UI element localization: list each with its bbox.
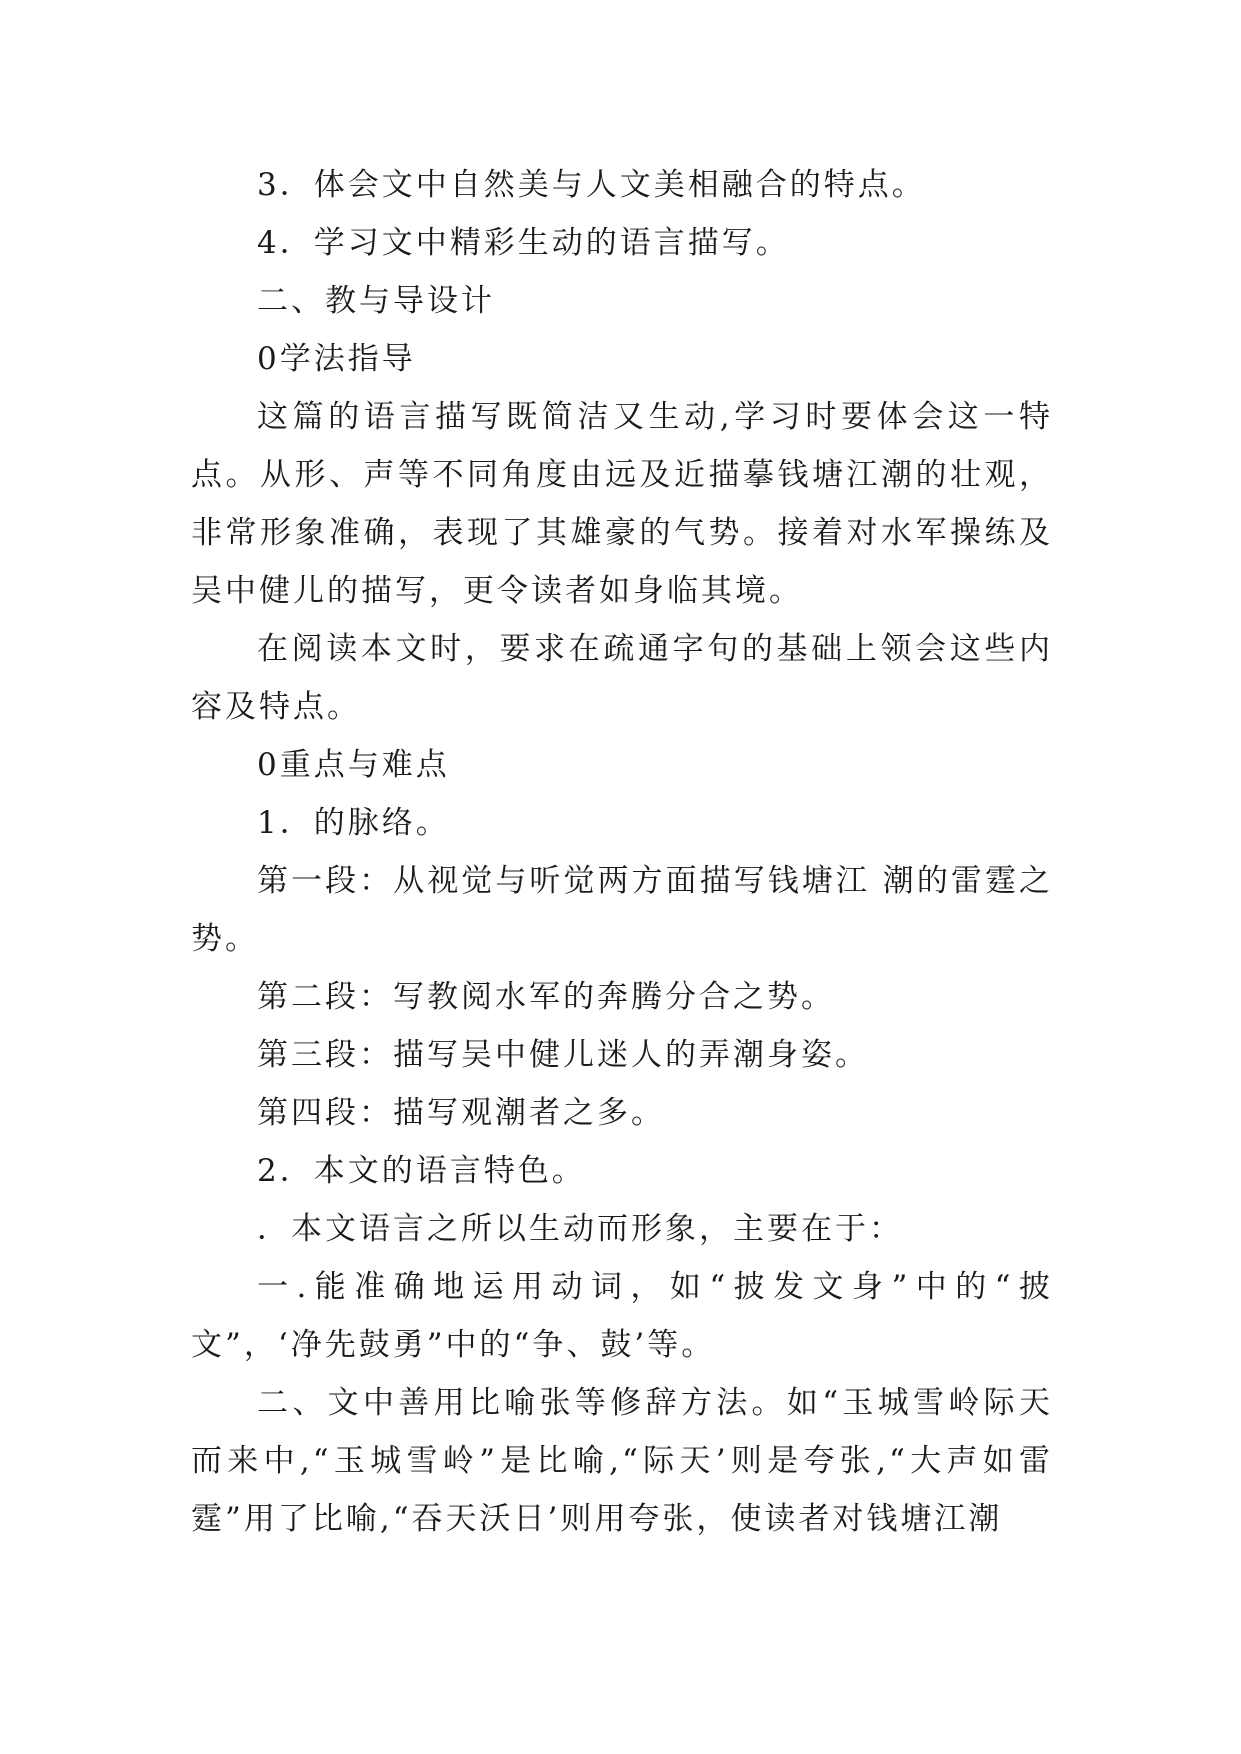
- paragraph-language-features: 2．本文的语言特色。: [257, 1153, 586, 1189]
- subheading-study-method: 0学法指导: [257, 341, 416, 377]
- section-heading-teaching-design: 二、教与导设计: [257, 283, 495, 319]
- paragraph-reading-requirement: 在阅读本文时，要求在疏通字句的基础上领会这些内容及特点。: [191, 631, 1053, 725]
- paragraph-objective-3: 3．体会文中自然美与人文美相融合的特点。: [257, 167, 926, 203]
- paragraph-section-4: 第四段：描写观潮者之多。: [257, 1095, 665, 1131]
- paragraph-language-description: 这篇的语言描写既简洁又生动,学习时要体会这一特点。从形、声等不同角度由远及近描摹钱塘江潮的壮观，非常形象准确，表现了其雄豪的气势。接着对水军操练及吴中健儿的描写，更令读者如身临其境。: [191, 399, 1053, 609]
- paragraph-section-3: 第三段：描写吴中健儿迷人的弄潮身姿。: [257, 1037, 869, 1073]
- paragraph-structure: 1．的脉络。: [257, 805, 450, 841]
- paragraph-rhetoric: 二、文中善用比喻张等修辞方法。如“玉城雪岭际天而来中,“玉城雪岭”是比喻,“际天’则是夸张,“大声如雷霆”用了比喻,“吞天沃日’则用夸张，使读者对钱塘江潮: [191, 1385, 1053, 1537]
- subheading-key-points: 0重点与难点: [257, 747, 450, 783]
- paragraph-objective-4: 4．学习文中精彩生动的语言描写。: [257, 225, 790, 261]
- paragraph-section-1: 第一段：从视觉与听觉两方面描写钱塘江 潮的雷霆之势。: [191, 863, 1053, 957]
- paragraph-verbs: 一.能准确地运用动词，如“披发文身”中的“披文”，‘净先鼓勇”中的“争、鼓’等。: [191, 1269, 1053, 1363]
- paragraph-section-2: 第二段：写教阅水军的奔腾分合之势。: [257, 979, 835, 1015]
- document-body: [191, 156, 1053, 1548]
- paragraph-language-reason: ．本文语言之所以生动而形象，主要在于：: [257, 1211, 903, 1247]
